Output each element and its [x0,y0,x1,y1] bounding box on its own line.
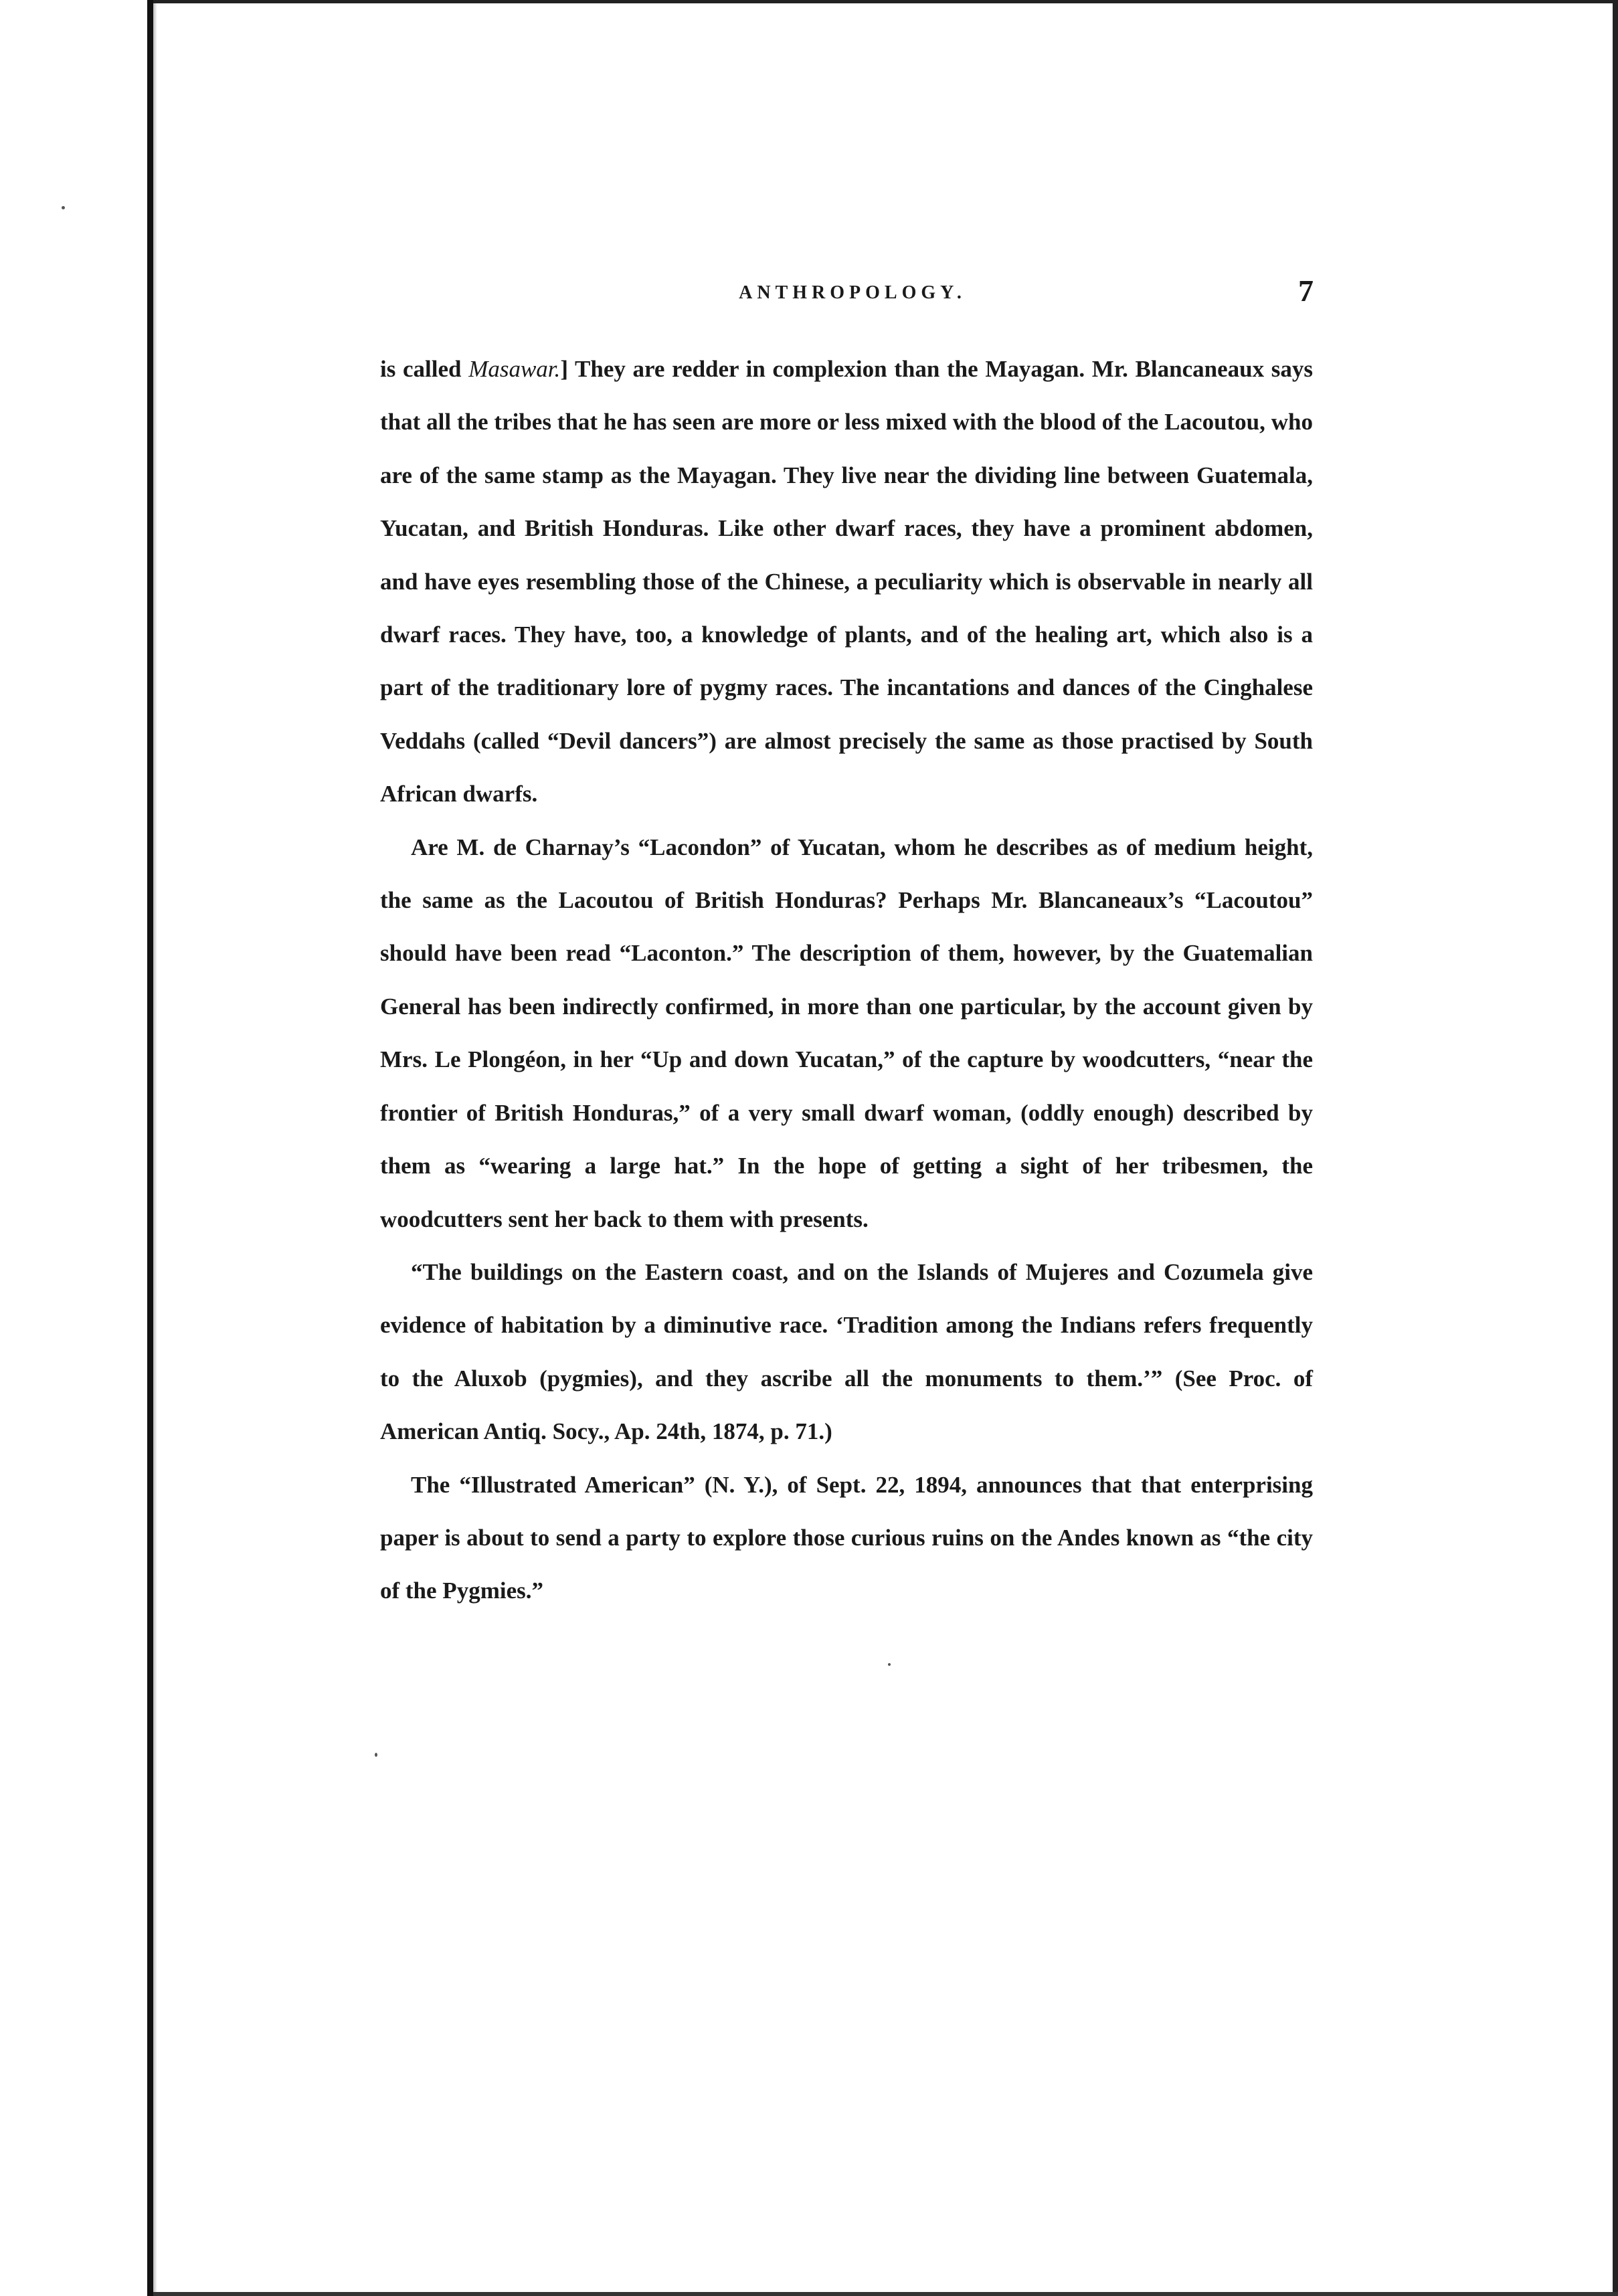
body-text [380,343,1313,1618]
scan-speck [888,1663,891,1666]
page-spine-edge [147,0,153,2296]
running-head [391,273,1314,313]
scan-speck [375,1753,377,1757]
paragraph-3: “The buildings on the Eastern coast, and on the Islands of Mujeres and Cozumela give evidence of habitation by a diminutive race. ‘Tradition among the Indians refers frequently to the Aluxob (pygmies), and they ascribe all the monuments to them.’” (See Proc. of American Antiq. Socy., Ap. 24th, 1874, p. 71.) [380,1258,1313,1445]
paragraph-1-text: ] They are redder in complexion than the Mayagan. Mr. Blancaneaux says that all the tribes that he has seen are more or less mixed with the blood of the Lacoutou, who are of the same stamp as the Mayagan. They live near the dividing line between Guatemala, Yucatan, and British Honduras. Like other dwarf races, they have a prominent abdomen, and have eyes resembling those of the Chinese, a peculiarity which is observable in nearly all dwarf races. They have, too, a knowledge of plants, and of the healing art, which also is a part of the traditionary lore of pygmy races. The incantations and dances of the Cinghalese Veddahs (called “Devil dancers”) are almost precisely the same as those practised by South African dwarfs. [380,356,1314,807]
paragraph-1 [380,343,1313,821]
page-number: 7 [1298,274,1314,308]
scan-speck [62,206,65,209]
running-title: ANTHROPOLOGY. [739,282,966,303]
spine-shadow [153,0,157,2296]
page-bottom-edge [153,2292,1618,2296]
paragraph-2: Are M. de Charnay’s “Lacondon” of Yucatan, whom he describes as of medium height, the same as the Lacoutou of British Honduras? Perhaps Mr. Blancaneaux’s “Lacoutou” should have been read “Laconton.” The description of them, however, by the Guatemalian General has been indirectly confirmed, in more than one particular, by the account given by Mrs. Le Plongéon, in her “Up and down Yucatan,” of the capture by woodcutters, “near the frontier of British Honduras,” of a very small dwarf woman, (oddly enough) described by them as “wearing a large hat.” In the hope of getting a sight of her tribesmen, the woodcutters sent her back to them with presents. [380,834,1313,1232]
paragraph-1-italic-term: Masawar. [468,356,561,382]
paragraph-1-lead: is called [380,356,469,382]
paragraph-4: The “Illustrated American” (N. Y.), of Sept. 22, 1894, announces that that enterprising paper is about to send a party to explore those curious ruins on the Andes known as “the city of the Pygmies.” [380,1471,1313,1604]
page-top-edge [153,0,1618,3]
page-right-edge [1613,0,1618,2296]
